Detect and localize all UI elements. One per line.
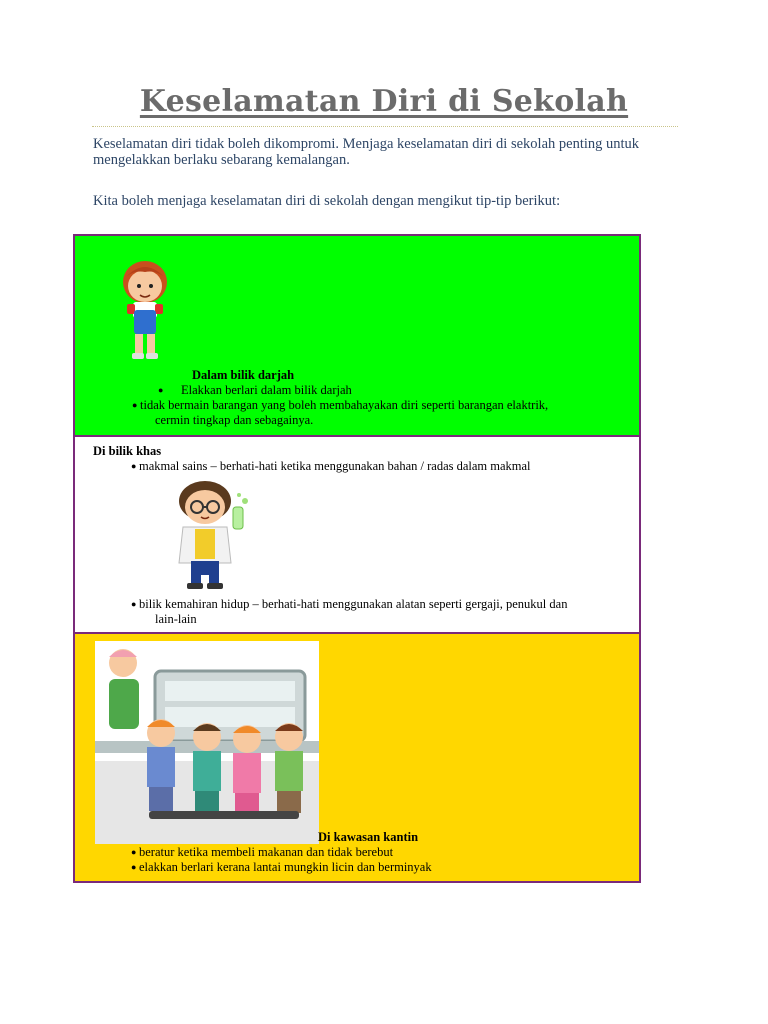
bullet-icon: ● [131,862,137,872]
list-item: Elakkan berlari dalam bilik darjah [181,383,352,397]
list-item: elakkan berlari kerana lantai mungkin licin dan berminyak [139,860,432,874]
section-heading: Di kawasan kantin [318,830,419,844]
section-heading: Dalam bilik darjah [192,368,295,382]
boy-cartoon-icon [115,258,175,368]
list-item: beratur ketika membeli makanan dan tidak berebut [139,845,394,859]
intro-paragraph-1: Keselamatan diri tidak boleh dikompromi. Menjaga keselamatan diri di sekolah penting untuk mengelakkan berlaku sebarang kemalangan. [93,136,640,168]
section-canteen [73,632,641,883]
scientist-boy-icon [173,477,259,591]
bullet-icon: ● [131,461,137,471]
list-item-continued: lain-lain [155,612,197,626]
bullet-icon: ● [158,385,164,395]
section-heading: Di bilik khas [93,444,162,458]
bullet-icon: ● [131,599,137,609]
page-title: Keselamatan Diri di Sekolah [139,84,629,119]
list-item: tidak bermain barangan yang boleh membahayakan diri seperti barangan elaktrik, [140,398,549,412]
bullet-icon: ● [131,847,137,857]
title-divider [92,126,678,127]
bullet-icon: ● [132,400,138,410]
section-special-rooms [73,435,641,634]
list-item: makmal sains – berhati-hati ketika menggunakan bahan / radas dalam makmal [139,459,531,473]
section-classroom [73,234,641,437]
intro-paragraph-2: Kita boleh menjaga keselamatan diri di sekolah dengan mengikut tip-tip berikut: [93,193,561,209]
list-item-continued: cermin tingkap dan sebagainya. [155,413,314,427]
list-item: bilik kemahiran hidup – berhati-hati menggunakan alatan seperti gergaji, penukul dan [139,597,568,611]
canteen-queue-icon [95,641,319,844]
